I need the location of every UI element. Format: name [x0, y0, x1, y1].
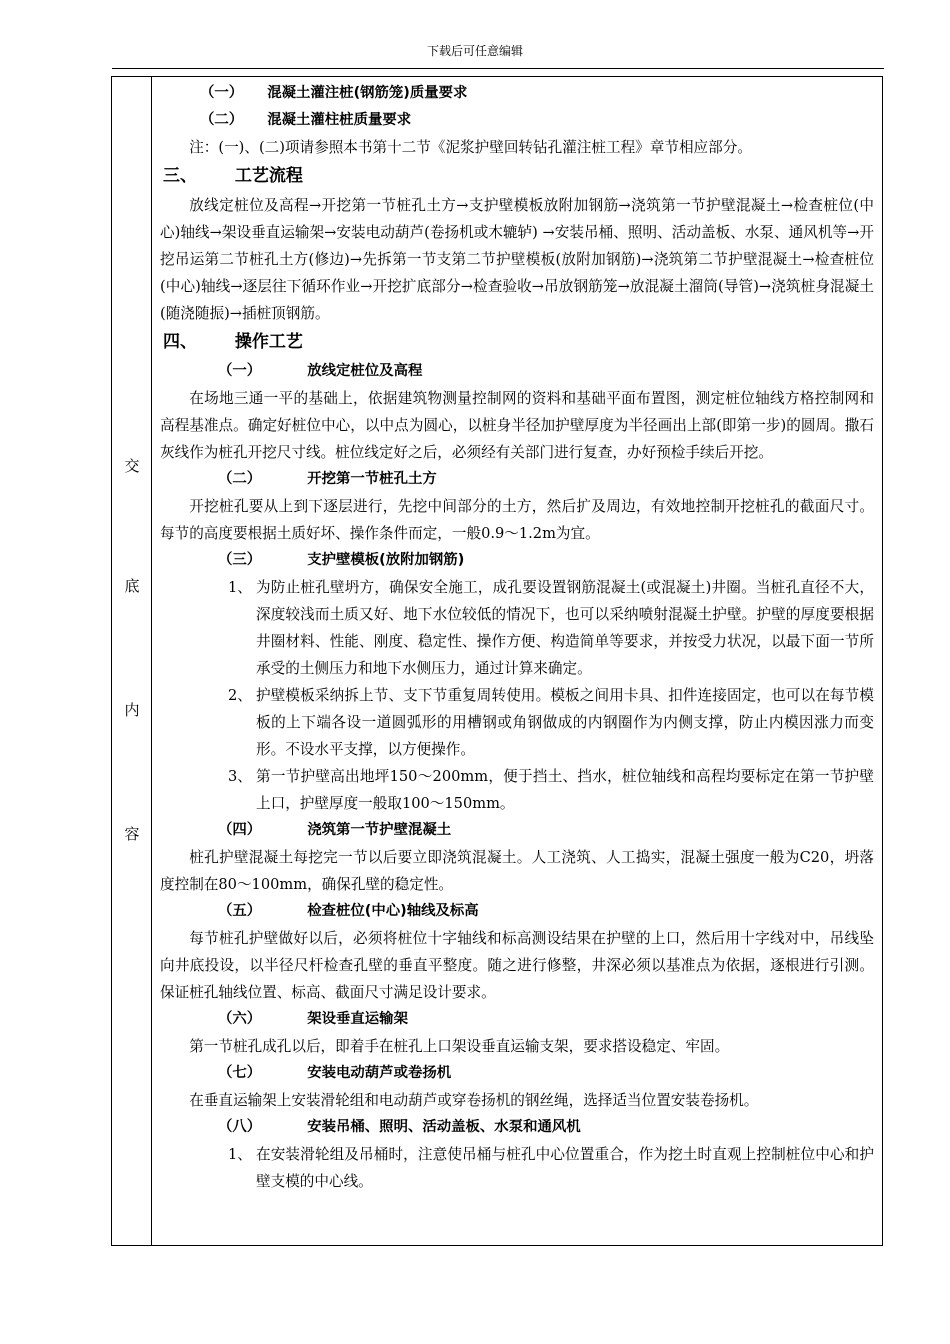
side-label-char: 容 [124, 825, 140, 843]
section-title: 工艺流程 [234, 166, 303, 186]
header-rule [112, 68, 884, 69]
subsection-number: （一） [200, 85, 244, 101]
subsection-title: 安装电动葫芦或卷扬机 [307, 1065, 452, 1081]
subsection-title: 浇筑第一节护壁混凝土 [307, 822, 452, 838]
body-paragraph: 第一节桩孔成孔以后，即着手在桩孔上口架设垂直运输支架，要求搭设稳定、牢固。 [189, 1038, 730, 1055]
subsection-title: 架设垂直运输架 [307, 1011, 408, 1027]
subsection-heading [160, 1060, 874, 1087]
subsection-number: （八） [218, 1119, 262, 1135]
side-label-column [112, 77, 152, 1245]
subsection-heading [160, 466, 874, 493]
side-label-char: 底 [124, 577, 140, 595]
section-number: 三、 [163, 166, 197, 186]
section-title: 操作工艺 [234, 332, 303, 352]
subsection-number: （四） [218, 822, 262, 838]
list-item [160, 574, 874, 682]
subsection-heading [160, 898, 874, 925]
subsection-heading [160, 80, 874, 107]
subsection-heading [160, 358, 874, 385]
list-item-text: 在安装滑轮组及吊桶时，注意使吊桶与桩孔中心位置重合，作为挖土时直观上控制桩位中心和护壁支模的中心线。 [256, 1146, 874, 1190]
subsection-title: 混凝土灌注桩(钢筋笼)质量要求 [267, 85, 468, 101]
subsection-number: （七） [218, 1065, 262, 1081]
subsection-number: （五） [218, 903, 262, 919]
section-heading [160, 327, 874, 358]
body-paragraph: 在垂直运输架上安装滑轮组和电动葫芦或穿卷扬机的钢丝绳，选择适当位置安装卷扬机。 [189, 1092, 759, 1109]
subsection-heading [160, 107, 874, 134]
subsection-title: 检查桩位(中心)轴线及标高 [307, 903, 479, 919]
list-item-text: 第一节护壁高出地坪150～200mm，便于挡土、挡水，桩位轴线和高程均要标定在第一节护壁上口，护壁厚度一般取100～150mm。 [256, 768, 874, 812]
subsection-number: （三） [218, 552, 262, 568]
subsection-title: 安装吊桶、照明、活动盖板、水泵和通风机 [307, 1119, 581, 1135]
subsection-heading [160, 817, 874, 844]
list-item-number: 2、 [228, 687, 252, 704]
subsection-number: （六） [218, 1011, 262, 1027]
subsection-number: （二） [200, 112, 244, 128]
list-item-number: 1、 [228, 1146, 252, 1163]
subsection-title: 放线定桩位及高程 [307, 363, 423, 379]
subsection-title: 混凝土灌柱桩质量要求 [267, 112, 412, 128]
subsection-heading [160, 1114, 874, 1141]
note-paragraph: 注：(一)、(二)项请参照本书第十二节《泥浆护壁回转钻孔灌注桩工程》章节相应部分。 [189, 139, 752, 156]
side-label-char: 内 [124, 701, 140, 719]
subsection-title: 开挖第一节桩孔土方 [307, 471, 437, 487]
process-flow-paragraph: 放线定桩位及高程→开挖第一节桩孔土方→支护壁模板放附加钢筋→浇筑第一节护壁混凝土→检查桩位(中心)轴线→架设垂直运输架→安装电动葫芦(卷扬机或木辘轳) →安装吊桶、照明、活动盖板、水泵、通风机等→开挖吊运第二节桩孔土方(修边)→先拆第一节支第二节护壁模板(放附加钢筋)→浇筑第二节护壁混凝土→检查桩位(中心)轴线→逐层往下循环作业→开挖扩底部分→检查验收→吊放钢筋笼→放混凝土溜筒(导管)→浇筑桩身混凝土(随浇随振)→插桩顶钢筋。 [160, 197, 874, 322]
body-paragraph: 开挖桩孔要从上到下逐层进行，先挖中间部分的土方，然后扩及周边，有效地控制开挖桩孔的截面尺寸。每节的高度要根据土质好坏、操作条件而定，一般0.9～1.2m为宜。 [160, 498, 874, 542]
list-item [160, 1141, 874, 1195]
list-item [160, 763, 874, 817]
subsection-heading [160, 547, 874, 574]
subsection-title: 支护壁模板(放附加钢筋) [307, 552, 465, 568]
list-item-number: 3、 [228, 768, 252, 785]
subsection-heading [160, 1006, 874, 1033]
list-item-number: 1、 [228, 579, 252, 596]
side-label-char: 交 [124, 457, 140, 475]
list-item-text: 为防止桩孔壁坍方，确保安全施工，成孔要设置钢筋混凝土(或混凝土)井圈。当桩孔直径不大，深度较浅而土质又好、地下水位较低的情况下，也可以采纳喷射混凝土护壁。护壁的厚度要根据井圈材料、性能、刚度、稳定性、操作方便、构造简单等要求，并按受力状况，以最下面一节所承受的土侧压力和地下水侧压力，通过计算来确定。 [256, 579, 874, 677]
subsection-number: （二） [218, 471, 262, 487]
body-paragraph: 每节桩孔护壁做好以后，必须将桩位十字轴线和标高测设结果在护壁的上口，然后用十字线对中，吊线坠向井底投设，以半径尺杆检查孔壁的垂直平整度。随之进行修整，井深必须以基准点为依据，逐根进行引测。保证桩孔轴线位置、标高、截面尺寸满足设计要求。 [160, 930, 874, 1001]
body-paragraph: 在场地三通一平的基础上，依据建筑物测量控制网的资料和基础平面布置图，测定桩位轴线方格控制网和高程基准点。确定好桩位中心，以中点为圆心，以桩身半径加护壁厚度为半径画出上部(即第一步)的圆周。撒石灰线作为桩孔开挖尺寸线。桩位线定好之后，必须经有关部门进行复查，办好预检手续后开挖。 [160, 390, 874, 461]
disclosure-table [111, 76, 883, 1246]
body-paragraph: 桩孔护壁混凝土每挖完一节以后要立即浇筑混凝土。人工浇筑、人工捣实，混凝土强度一般为C20，坍落度控制在80～100mm，确保孔壁的稳定性。 [160, 849, 874, 893]
section-number: 四、 [163, 332, 197, 352]
subsection-number: （一） [218, 363, 262, 379]
list-item [160, 682, 874, 763]
list-item-text: 护壁模板采纳拆上节、支下节重复周转使用。模板之间用卡具、扣件连接固定，也可以在每节模板的上下端各设一道圆弧形的用槽钢或角钢做成的内钢圈作为内侧支撑，防止内模因涨力而变形。不设水平支撑，以方便操作。 [256, 687, 874, 758]
section-heading [160, 161, 874, 192]
page-header: 下载后可任意编辑 [426, 44, 523, 58]
content-cell [152, 77, 882, 1245]
